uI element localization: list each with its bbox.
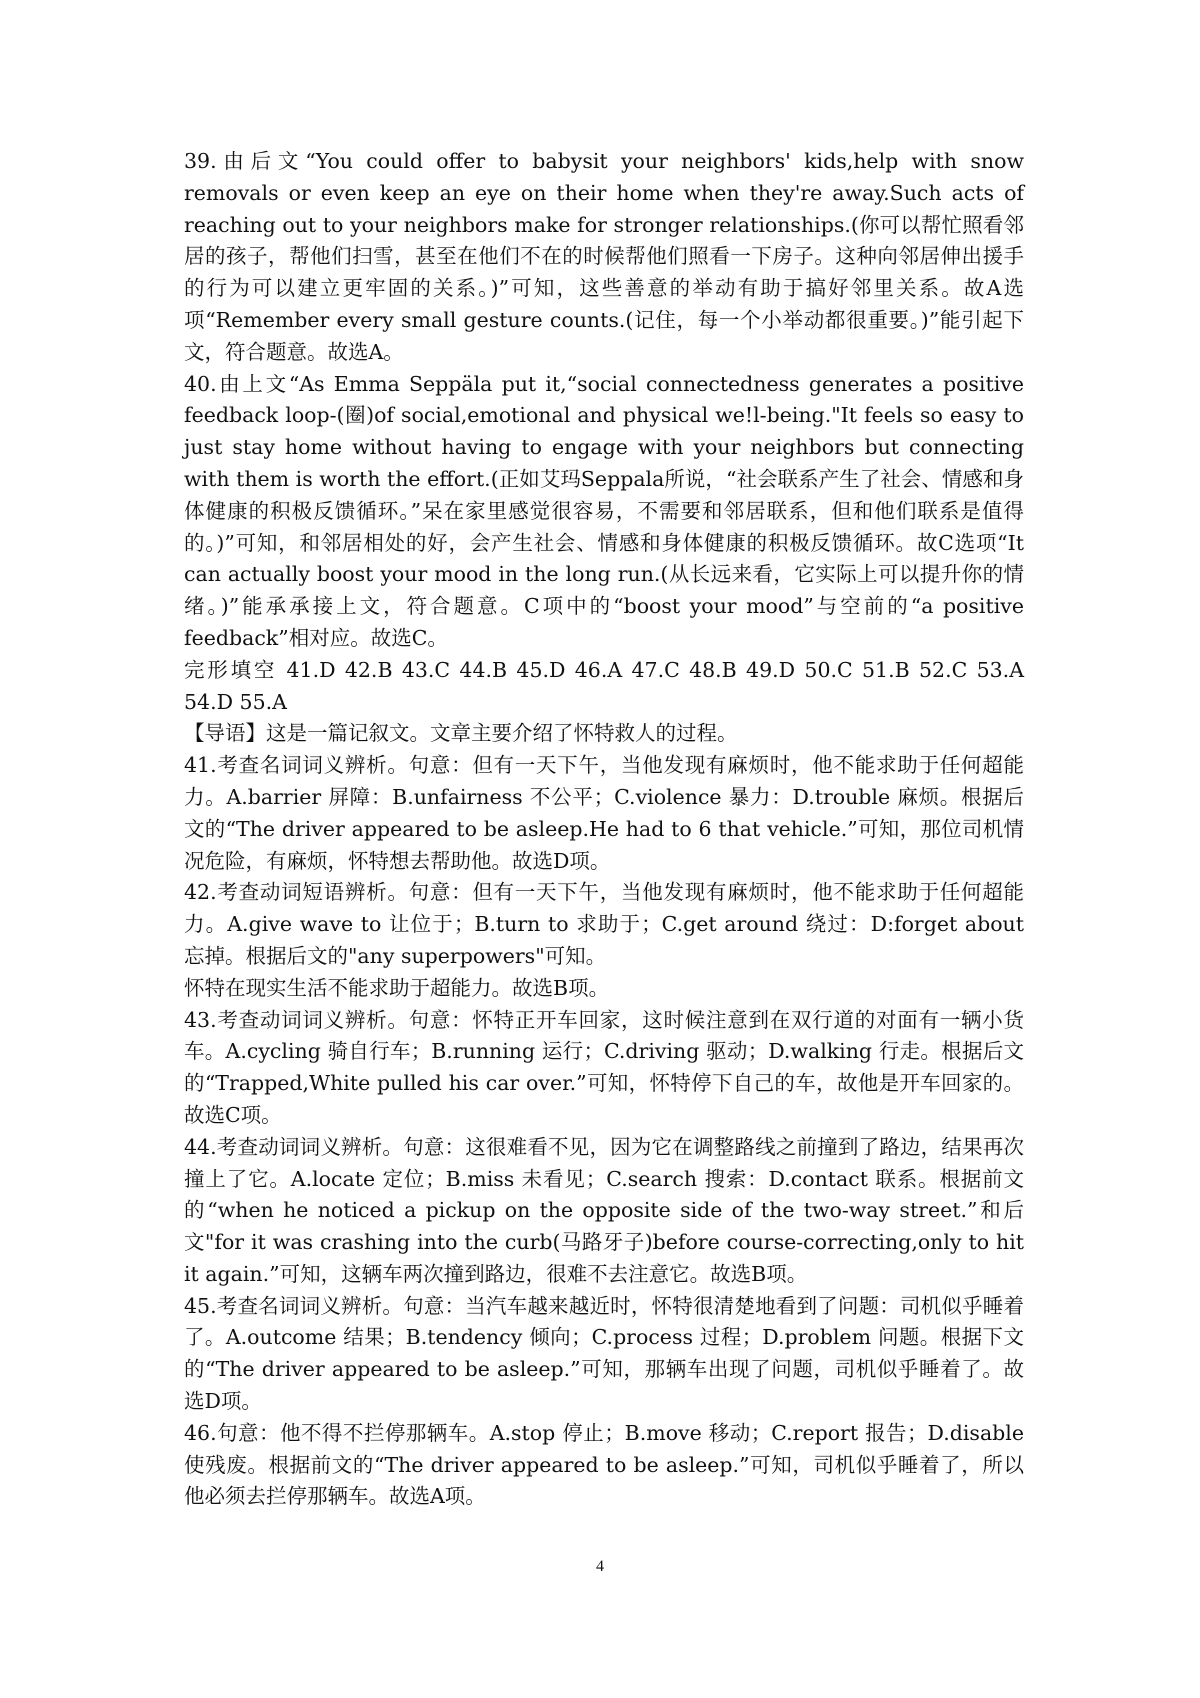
paragraph-q45: 45.考查名词词义辨析。句意：当汽车越来越近时，怀特很清楚地看到了问题：司机似乎睡着了。A.outcome 结果；B.tendency 倾向；C.process 过程；D.problem 问题。根据下文的“The driver appeared to be asleep.”可知，那辆车出现了问题，司机似乎睡着了。故选D项。 [184,1293,1024,1414]
document-body [184,146,1024,1513]
paragraph-cloze-answers: 完形填空 41.D 42.B 43.C 44.B 45.D 46.A 47.C 48.B 49.D 50.C 51.B 52.C 53.A 54.D 55.A [184,657,1024,714]
paragraph-intro: 【导语】这是一篇记叙文。文章主要介绍了怀特救人的过程。 [184,721,738,746]
paragraph-q46: 46.句意：他不得不拦停那辆车。A.stop 停止；B.move 移动；C.report 报告；D.disable 使残废。根据前文的“The driver appeared to be asleep.”可知，司机似乎睡着了，所以他必须去拦停那辆车。故选A项。 [184,1420,1024,1509]
paragraph-q42-continued: 怀特在现实生活不能求助于超能力。故选B项。 [184,975,610,1000]
paragraph-q43: 43.考查动词词义辨析。句意：怀特正开车回家，这时候注意到在双行道的对面有一辆小货车。A.cycling 骑自行车；B.running 运行；C.driving 驱动；D.walking 行走。根据后文的“Trapped,White pulled his car over.”可知，怀特停下自己的车，故他是开车回家的。故选C项。 [184,1007,1024,1127]
paragraph-q44: 44.考查动词词义辨析。句意：这很难看不见，因为它在调整路线之前撞到了路边，结果再次撞上了它。A.locate 定位；B.miss 未看见；C.search 搜索：D.contact 联系。根据前文的“when he noticed a pickup on the opposite side of the two-way street.”和后文"for it was crashing into the curb(马路牙子)before course-correcting,only to hit it again.”可知，这辆车两次撞到路边，很难不去注意它。故选B项。 [184,1134,1024,1286]
paragraph-q42: 42.考查动词短语辨析。句意：但有一天下午，当他发现有麻烦时，他不能求助于任何超能力。A.give wave to 让位于；B.turn to 求助于；C.get around 绕过：D:forget about 忘掉。根据后文的"any superpowers"可知。 [184,880,1024,968]
paragraph-q39: 39.由后文“You could offer to babysit your neighbors' kids,help with snow removals or even keep an eye on their home when they're away.Such acts of reaching out to your neighbors make for stronger relationships.(你可以帮忙照看邻居的孩子，帮他们扫雪，甚至在他们不在的时候帮他们照看一下房子。这种向邻居伸出援手的行为可以建立更牢固的关系。)”可知，这些善意的举动有助于搞好邻里关系。故A选项“Remember every small gesture counts.(记住，每一个小举动都很重要。)”能引起下文，符合题意。故选A。 [184,149,1024,364]
paragraph-q41: 41.考查名词词义辨析。句意：但有一天下午，当他发现有麻烦时，他不能求助于任何超能力。A.barrier 屏障：B.unfairness 不公平；C.violence 暴力：D.trouble 麻烦。根据后文的“The driver appeared to be asleep.He had to 6 that vehicle.”可知，那位司机情况危险，有麻烦，怀特想去帮助他。故选D项。 [184,753,1024,873]
page-number: 4 [596,1558,604,1575]
paragraph-q40: 40.由上文“As Emma Seppäla put it,“social connectedness generates a positive feedback loop-(圈)of social,emotional and physical we!l-being."It feels so easy to just stay home without having to engage with your neighbors but connecting with them is worth the effort.(正如艾玛Seppala所说，“社会联系产生了社会、情感和身体健康的积极反馈循环。”呆在家里感觉很容易，不需要和邻居联系，但和他们联系是值得的。)”可知，和邻居相处的好，会产生社会、情感和身体健康的积极反馈循环。故C选项“It can actually boost your mood in the long run.(从长远来看，它实际上可以提升你的情绪。)”能承承接上文，符合题意。C项中的“boost your mood”与空前的“a positive feedback”相对应。故选C。 [184,371,1024,650]
